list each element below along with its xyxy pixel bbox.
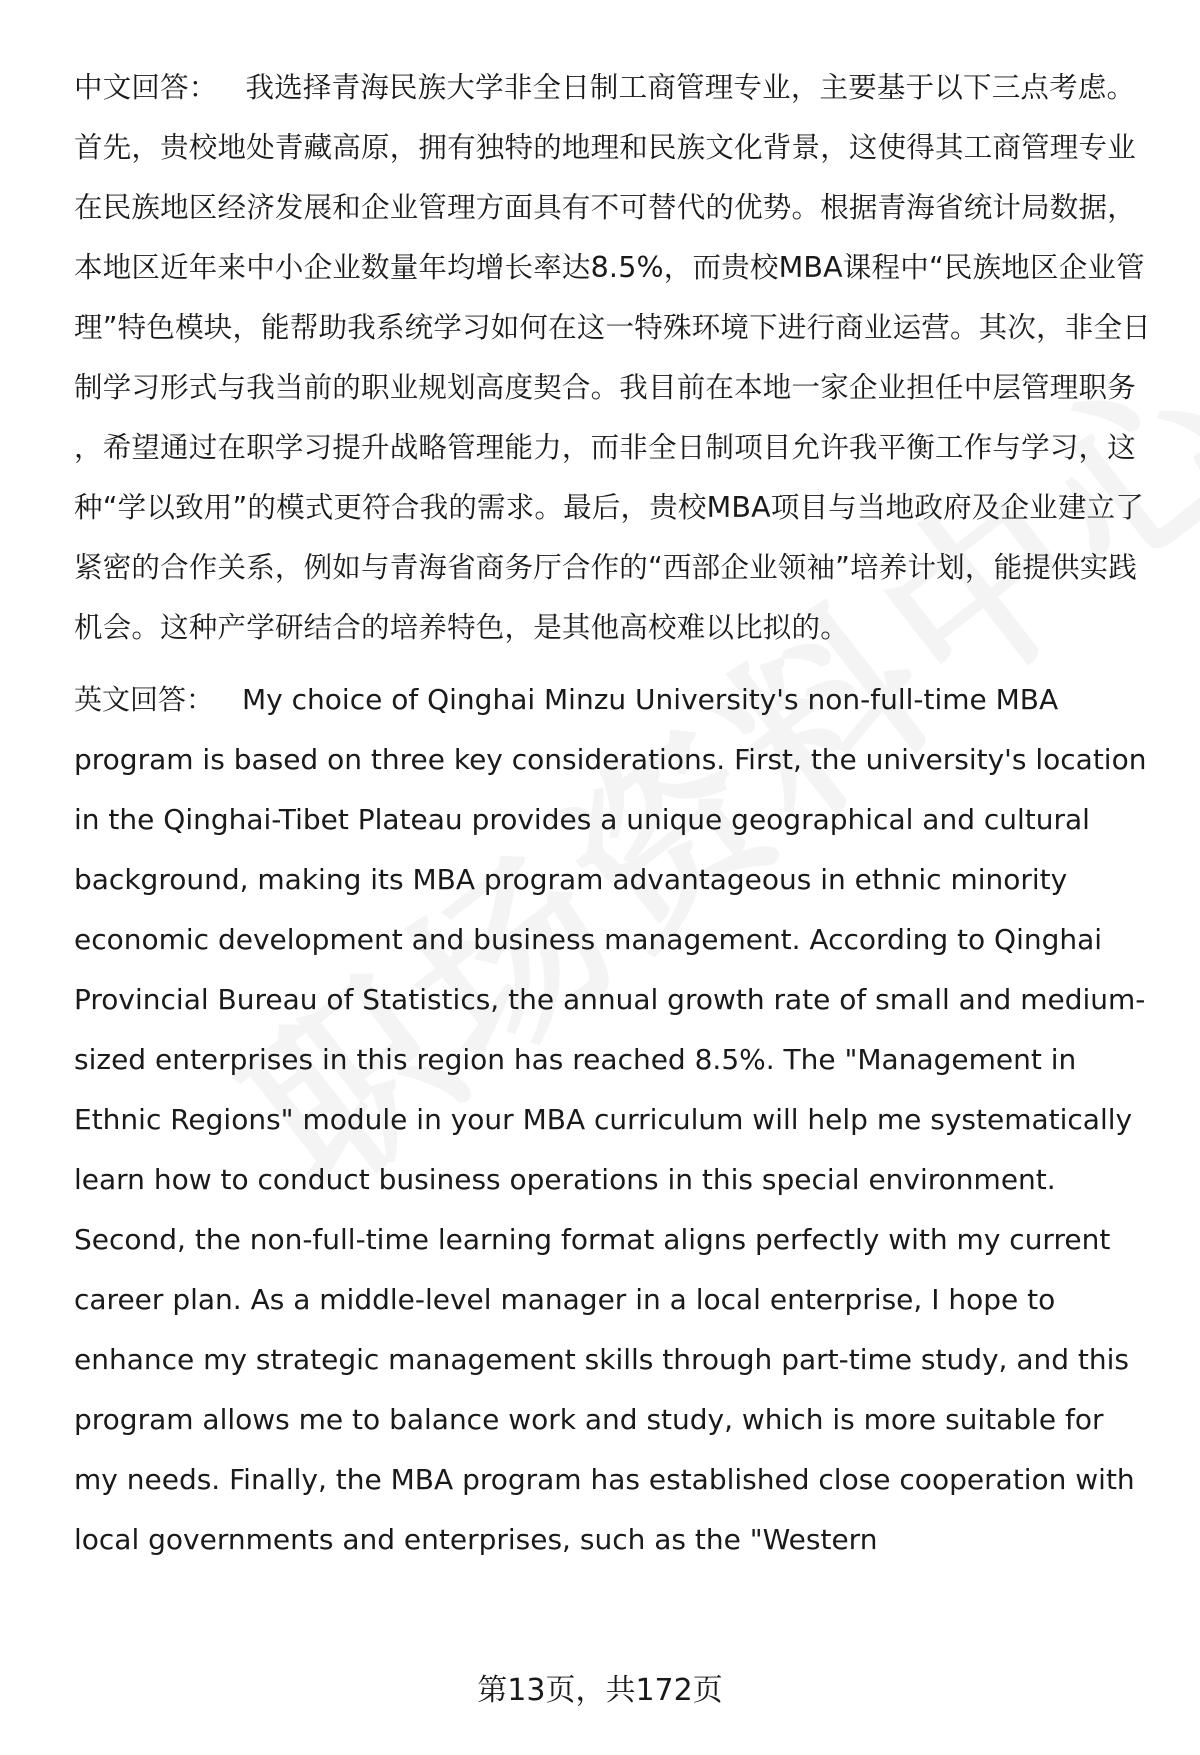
chinese-answer-text: 我选择青海民族大学非全日制工商管理专业，主要基于以下三点考虑。首先，贵校地处青藏高原，拥有独特的地理和民族文化背景，这使得其工商管理专业在民族地区经济发展和企业管理方面具有不可替代的优势。根据青海省统计局数据，本地区近年来中小企业数量年均增长率达8.5%，而贵校MBA课程中“民族地区企业管理”特色模块，能帮助我系统学习如何在这一特殊环境下进行商业运营。其次，非全日制学习形式与我当前的职业规划高度契合。我目前在本地一家企业担任中层管理职务，希望通过在职学习提升战略管理能力，而非全日制项目允许我平衡工作与学习，这种“学以致用”的模式更符合我的需求。最后，贵校MBA项目与当地政府及企业建立了紧密的合作关系，例如与青海省商务厅合作的“西部企业领袖”培养计划，能提供实践机会。这种产学研结合的培养特色，是其他高校难以比拟的。 [74, 71, 1151, 644]
english-answer-label: 英文回答： [74, 683, 215, 716]
english-answer-text: My choice of Qinghai Minzu University's non-full-time MBA program is based on three key considerations. First, the university's location in the Qinghai-Tibet Plateau provides a unique geographical and cultural background, making its MBA program advantageous in ethnic minority economic development and business management. According to Qinghai Provincial Bureau of Statistics, the annual growth rate of small and medium-sized enterprises in this region has reached 8.5%. The "Management in Ethnic Regions" module in your MBA curriculum will help me systematically learn how to conduct business operations in this special environment. Second, the non-full-time learning format aligns perfectly with my current career plan. As a middle-level manager in a local enterprise, I hope to enhance my strategic management skills through part-time study, and this program allows me to balance work and study, which is more suitable for my needs. Finally, the MBA program has established close cooperation with local governments and enterprises, such as the "Western [74, 683, 1147, 1556]
page-number: 第13页，共172页 [477, 1673, 723, 1708]
english-answer-paragraph [74, 670, 1154, 1570]
chinese-answer-label: 中文回答： [74, 71, 218, 104]
page-footer [0, 1665, 1200, 1709]
document-body [74, 58, 1154, 1570]
chinese-answer-paragraph [74, 58, 1154, 658]
